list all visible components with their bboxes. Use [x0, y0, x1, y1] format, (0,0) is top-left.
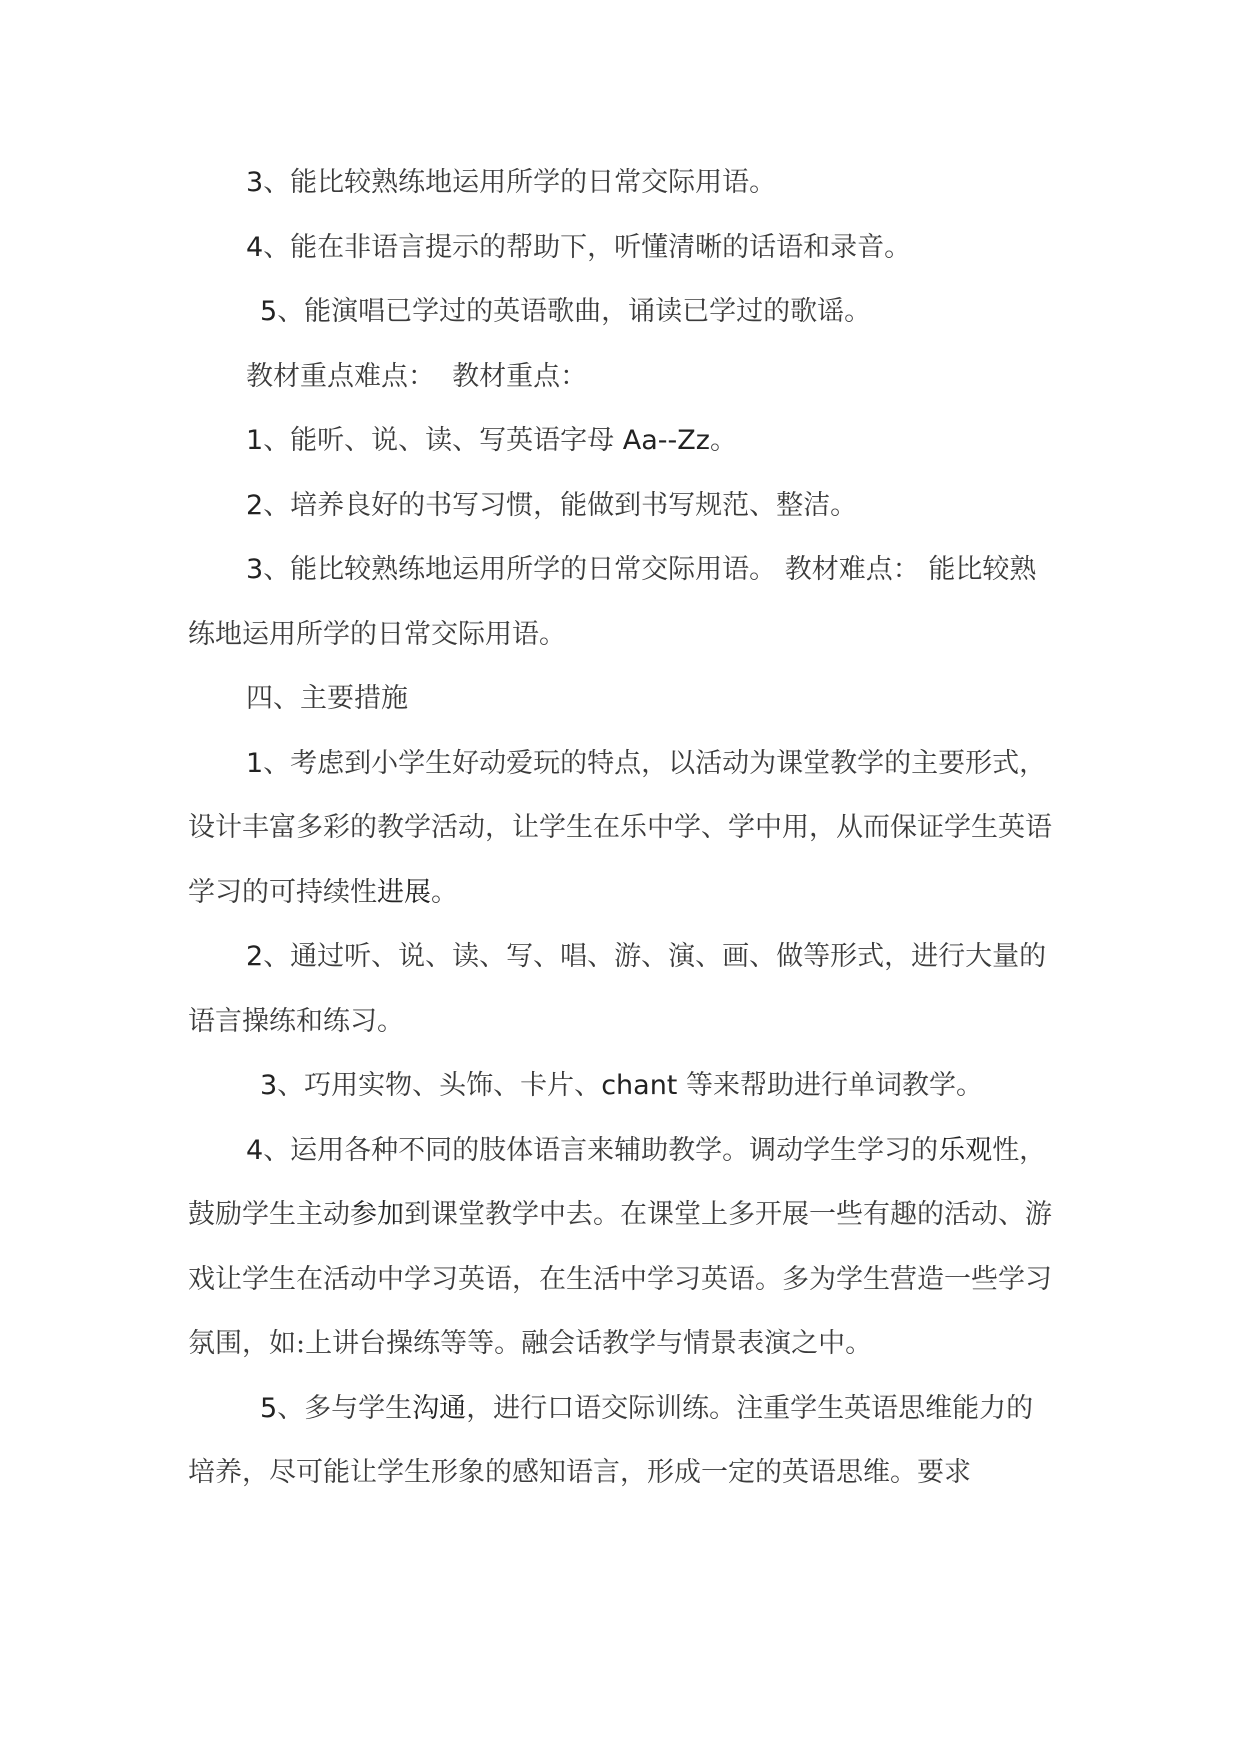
paragraph-text: 四、主要措施 [246, 683, 408, 714]
paragraph-text: 、培养良好的书写习惯，能做到书写规范、整洁。 [263, 489, 858, 521]
item-number: 5 [260, 1392, 278, 1424]
emphasis-text: 参加 [350, 1199, 404, 1230]
paragraph-text: 、运用各种不同的肢体语言来辅助教学。调动学生学习的 [263, 1134, 939, 1166]
item-number: 1 [246, 425, 264, 456]
item-number: 4 [246, 231, 264, 263]
document-body [188, 151, 1060, 1506]
paragraph-goal-5 [188, 280, 1060, 345]
item-number: 4 [246, 1134, 264, 1166]
paragraph-measure-2 [188, 925, 1060, 1054]
paragraph-text: 、能演唱已学过的英语歌曲，诵读已学过的歌谣。 [277, 296, 872, 327]
paragraph-text: 教材重点难点： 教材重点： [246, 360, 588, 392]
emphasis-text: 进展 [377, 876, 431, 908]
paragraph-measure-3 [188, 1054, 1060, 1119]
paragraph-text: 、巧用实物、头饰、卡片、 [277, 1070, 602, 1101]
paragraph-goal-3 [188, 151, 1060, 216]
paragraph-measure-4 [188, 1119, 1060, 1377]
paragraph-text: 、多与学生 [277, 1392, 413, 1424]
heading-main-measures [188, 667, 1060, 732]
paragraph-text: 、能比较熟练地运用所学的日常交际用语。 教材难点： 能比较熟练地运用所学的日常交际用语。 [188, 554, 1037, 650]
paragraph-key-2 [188, 474, 1060, 539]
latin-text: Aa--Zz [622, 425, 710, 456]
paragraph-measure-5 [188, 1377, 1060, 1506]
emphasis-text: 沟通 [412, 1392, 467, 1424]
paragraph-text-end: 。 [431, 876, 458, 908]
paragraph-text-end: 。 [709, 425, 737, 456]
paragraph-text: 、能听、说、读、写英语字母 [263, 425, 623, 456]
paragraph-key-3 [188, 538, 1060, 667]
item-number: 1 [246, 747, 264, 779]
paragraph-text-mid: 性，鼓励学生主动 [188, 1134, 1047, 1230]
paragraph-text-end: ，进行口语交际训练。注重学生英语思维能力的培养，尽可能让学生形象的感知语言，形成一定的英语思维。要求 [188, 1392, 1034, 1488]
latin-text: chant [601, 1070, 678, 1101]
item-number: 5 [260, 296, 278, 327]
paragraph-key-1 [188, 409, 1060, 474]
paragraph-measure-1 [188, 732, 1060, 926]
paragraph-text-end: 到课堂教学中去。在课堂上多开展一些有趣的活动、游戏让学生在活动中学习英语，在生活中学习英语。多为学生营造一些学习氛围，如:上讲台操练等等。融会话教学与情景表演之中。 [188, 1199, 1052, 1359]
emphasis-text: 乐观 [938, 1134, 993, 1166]
paragraph-text: 、考虑到小学生好动爱玩的特点，以活动为课堂教学的主要形式，设计丰富多彩的教学活动，让学生在乐中学、学中用，从而保证学生英语学习的可持续性 [188, 747, 1052, 908]
item-number: 3 [260, 1070, 278, 1101]
paragraph-text: 、能比较熟练地运用所学的日常交际用语。 [263, 167, 777, 198]
item-number: 2 [246, 489, 264, 521]
paragraph-text-end: 等来帮助进行单词教学。 [677, 1070, 983, 1101]
paragraph-text: 、通过听、说、读、写、唱、游、演、画、做等形式，进行大量的语言操练和练习。 [188, 941, 1047, 1037]
item-number: 3 [246, 554, 264, 585]
heading-key-difficult-points [188, 345, 1060, 410]
item-number: 3 [246, 167, 264, 198]
paragraph-goal-4 [188, 216, 1060, 281]
item-number: 2 [246, 941, 264, 972]
paragraph-text: 、能在非语言提示的帮助下，听懂清晰的话语和录音。 [263, 231, 912, 263]
